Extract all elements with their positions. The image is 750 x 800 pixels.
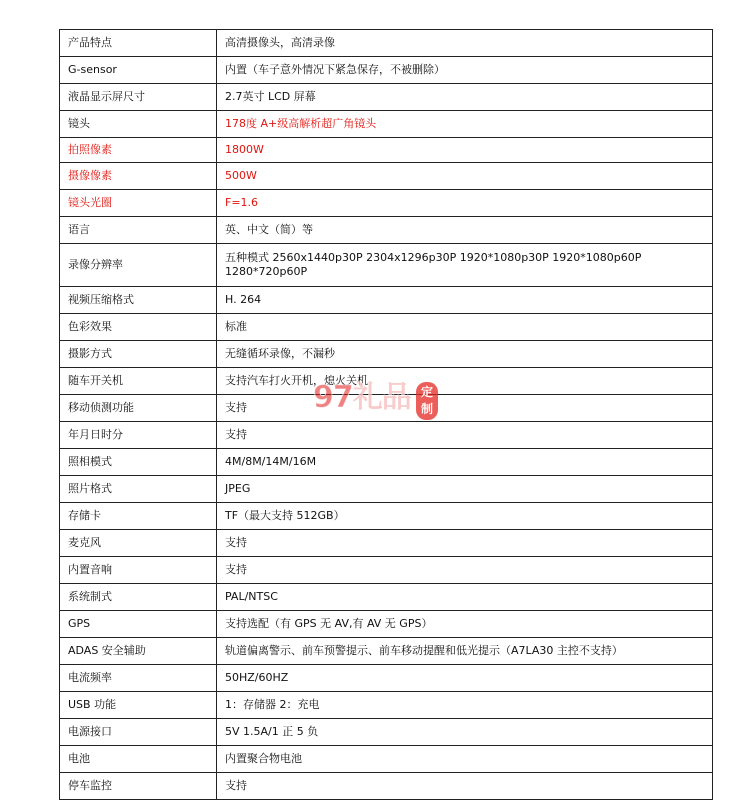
table-row	[60, 449, 713, 476]
row-value: 支持选配（有 GPS 无 AV,有 AV 无 GPS）	[217, 611, 713, 638]
row-value: JPEG	[217, 476, 713, 503]
table-row	[60, 611, 713, 638]
row-label: 随车开关机	[60, 368, 217, 395]
table-row	[60, 422, 713, 449]
row-label: 内置音响	[60, 557, 217, 584]
watermark-brand-text: 97礼品	[313, 380, 411, 415]
table-row	[60, 692, 713, 719]
row-label: 液晶显示屏尺寸	[60, 84, 217, 111]
table-row	[60, 57, 713, 84]
row-value: 支持	[217, 395, 713, 422]
row-value: 5V 1.5A/1 正 5 负	[217, 719, 713, 746]
row-value: 支持	[217, 557, 713, 584]
table-row	[60, 244, 713, 287]
table-row	[60, 476, 713, 503]
row-value: 支持	[217, 422, 713, 449]
table-row	[60, 638, 713, 665]
table-row	[60, 530, 713, 557]
row-value: 内置聚合物电池	[217, 746, 713, 773]
row-label: 镜头	[60, 111, 217, 138]
table-row	[60, 30, 713, 57]
table-row	[60, 111, 713, 138]
row-value: 支持汽车打火开机，熄火关机	[217, 368, 713, 395]
row-value: 无缝循环录像，不漏秒	[217, 341, 713, 368]
spec-table	[59, 29, 713, 800]
table-row	[60, 341, 713, 368]
table-row	[60, 746, 713, 773]
row-label: 移动侦测功能	[60, 395, 217, 422]
row-label: 色彩效果	[60, 314, 217, 341]
row-label: 照片格式	[60, 476, 217, 503]
row-value: 轨道偏离警示、前车预警提示、前车移动提醒和低光提示（A7LA30 主控不支持）	[217, 638, 713, 665]
row-value: 50HZ/60HZ	[217, 665, 713, 692]
table-row	[60, 138, 713, 163]
table-row	[60, 314, 713, 341]
row-label: 摄影方式	[60, 341, 217, 368]
row-label: 语言	[60, 217, 217, 244]
table-row	[60, 503, 713, 530]
table-row	[60, 719, 713, 746]
table-row	[60, 773, 713, 800]
row-value: 178度 A+级高解析超广角镜头	[217, 111, 713, 138]
watermark-seal-icon: 定制	[416, 382, 438, 420]
row-value: F=1.6	[217, 190, 713, 217]
row-label: 产品特点	[60, 30, 217, 57]
table-row	[60, 395, 713, 422]
row-label: GPS	[60, 611, 217, 638]
table-row	[60, 368, 713, 395]
table-row	[60, 287, 713, 314]
row-label: 停车监控	[60, 773, 217, 800]
table-row	[60, 217, 713, 244]
row-value: 内置（车子意外情况下紧急保存，不被删除）	[217, 57, 713, 84]
table-row	[60, 84, 713, 111]
row-value: 英、中文（简）等	[217, 217, 713, 244]
row-label: 电流频率	[60, 665, 217, 692]
row-label: 电池	[60, 746, 217, 773]
row-value: 500W	[217, 163, 713, 190]
row-label: 拍照像素	[60, 138, 217, 163]
row-value: TF（最大支持 512GB）	[217, 503, 713, 530]
row-value: 支持	[217, 773, 713, 800]
table-row	[60, 557, 713, 584]
row-label: 照相模式	[60, 449, 217, 476]
row-label: 麦克风	[60, 530, 217, 557]
table-row	[60, 190, 713, 217]
row-value: 标准	[217, 314, 713, 341]
row-label: 视频压缩格式	[60, 287, 217, 314]
row-value: 4M/8M/14M/16M	[217, 449, 713, 476]
row-value: 高清摄像头，高清录像	[217, 30, 713, 57]
row-value: 1：存储器 2：充电	[217, 692, 713, 719]
row-value: PAL/NTSC	[217, 584, 713, 611]
row-label: 系统制式	[60, 584, 217, 611]
row-label: 年月日时分	[60, 422, 217, 449]
row-label: G-sensor	[60, 57, 217, 84]
row-label: 存储卡	[60, 503, 217, 530]
row-label: ADAS 安全辅助	[60, 638, 217, 665]
row-value: 2.7英寸 LCD 屏幕	[217, 84, 713, 111]
row-label: 电源接口	[60, 719, 217, 746]
row-value: 1800W	[217, 138, 713, 163]
row-label: 录像分辨率	[60, 244, 217, 287]
row-label: 摄像像素	[60, 163, 217, 190]
row-label: USB 功能	[60, 692, 217, 719]
table-row	[60, 665, 713, 692]
row-value: 支持	[217, 530, 713, 557]
row-value: H. 264	[217, 287, 713, 314]
row-value: 五种模式 2560x1440p30P 2304x1296p30P 1920*1080p30P 1920*1080p60P 1280*720p60P	[217, 244, 713, 287]
table-row	[60, 163, 713, 190]
row-label: 镜头光圈	[60, 190, 217, 217]
table-row	[60, 584, 713, 611]
